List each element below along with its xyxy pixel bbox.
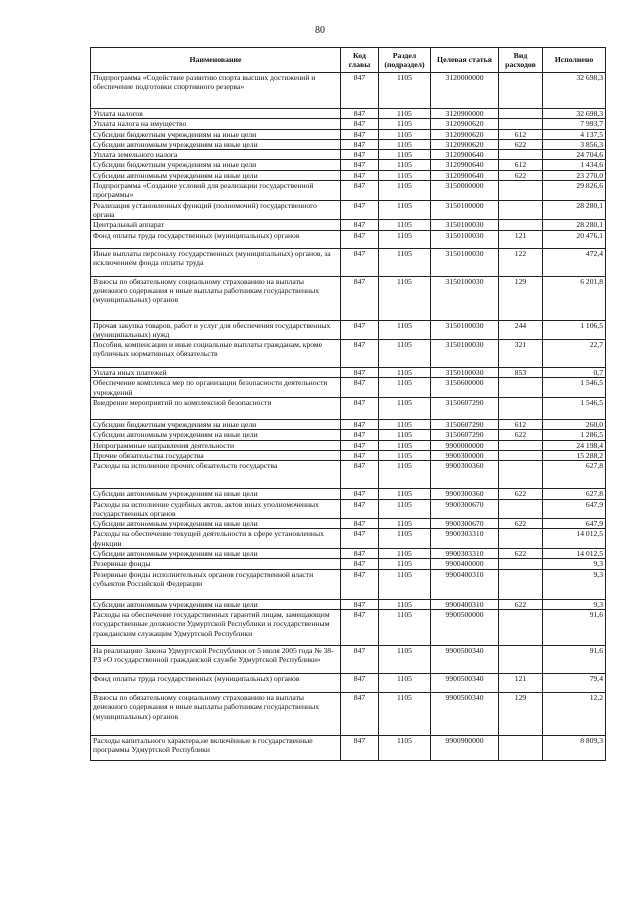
row-name: Реализация установленных функций (полномочий) государственного органа [91,200,341,220]
row-name: Субсидии автономным учреждениям на иные цели [91,519,341,529]
table-row [91,609,606,645]
row-name: Центральный аппарат [91,220,341,230]
row-name: Субсидии автономным учреждениям на иные цели [91,549,341,559]
row-expense-type: 612 [499,129,543,139]
row-expense-type [499,529,543,549]
table-row [91,129,606,139]
row-amount: 8 809,3 [543,735,606,760]
row-section: 1105 [379,673,431,692]
row-amount: 9,3 [543,599,606,609]
table-row [91,645,606,673]
row-name: Взносы по обязательному социальному страхованию на выплаты денежного содержания и иные выплаты работникам государственных (муниципальных) органов [91,276,341,320]
row-article: 9900400310 [431,569,499,599]
row-name: Подпрограмма «Создание условий для реализации государственной программы» [91,181,341,201]
row-name: Расходы на исполнение судебных актов, актов иных уполномоченных государственных органов [91,499,341,519]
table-row [91,378,606,398]
table-row [91,489,606,499]
row-article: 3120900620 [431,119,499,129]
row-article: 3150607290 [431,430,499,440]
header-amount: Исполнено [543,48,606,73]
table-row [91,735,606,760]
row-code: 847 [341,569,379,599]
row-expense-type: 612 [499,160,543,170]
table-row [91,599,606,609]
row-code: 847 [341,440,379,450]
table-row [91,450,606,460]
row-article: 3120900620 [431,139,499,149]
row-article: 3150100030 [431,230,499,248]
row-article: 3150100030 [431,320,499,340]
row-expense-type [499,499,543,519]
table-row [91,569,606,599]
row-expense-type [499,609,543,645]
row-amount: 23 270,0 [543,170,606,180]
row-article: 9900300360 [431,461,499,489]
row-code: 847 [341,200,379,220]
row-code: 847 [341,735,379,760]
row-amount: 32 698,3 [543,73,606,109]
row-name: Обеспечение комплекса мер по организации безопасности деятельности учреждений [91,378,341,398]
row-name: Субсидии бюджетным учреждениям на иные цели [91,160,341,170]
row-expense-type [499,200,543,220]
row-article: 3150100030 [431,368,499,378]
header-section: Раздел (подраздел) [379,48,431,73]
row-amount: 91,6 [543,609,606,645]
row-article: 9900300670 [431,499,499,519]
row-amount: 9,3 [543,559,606,569]
row-name: Подпрограмма «Содействие развитию спорта высших достижений и обеспечение подготовки спортивного резерва» [91,73,341,109]
row-section: 1105 [379,230,431,248]
row-name: Субсидии автономным учреждениям на иные цели [91,489,341,499]
row-expense-type [499,440,543,450]
table-row [91,529,606,549]
row-code: 847 [341,519,379,529]
row-expense-type: 244 [499,320,543,340]
row-expense-type: 321 [499,340,543,368]
row-amount: 28 280,1 [543,220,606,230]
row-section: 1105 [379,200,431,220]
row-section: 1105 [379,735,431,760]
row-name: Непрограммные направления деятельности [91,440,341,450]
row-amount: 14 012,5 [543,529,606,549]
table-row [91,170,606,180]
row-code: 847 [341,378,379,398]
row-expense-type: 121 [499,230,543,248]
row-code: 847 [341,599,379,609]
row-amount: 1 434,6 [543,160,606,170]
table-row [91,559,606,569]
row-code: 847 [341,692,379,735]
row-expense-type [499,109,543,119]
row-code: 847 [341,645,379,673]
row-section: 1105 [379,276,431,320]
row-section: 1105 [379,109,431,119]
row-code: 847 [341,340,379,368]
row-amount: 20 476,1 [543,230,606,248]
table-row [91,461,606,489]
table-row [91,139,606,149]
row-amount: 22,7 [543,340,606,368]
row-code: 847 [341,129,379,139]
row-name: Фонд оплаты труда государственных (муниципальных) органов [91,673,341,692]
row-section: 1105 [379,599,431,609]
row-article: 9900303310 [431,529,499,549]
row-amount: 627,8 [543,489,606,499]
row-code: 847 [341,181,379,201]
row-section: 1105 [379,150,431,160]
row-name: Иные выплаты персоналу государственных (муниципальных) органов, за исключением фонда оплаты труда [91,248,341,276]
row-section: 1105 [379,430,431,440]
row-section: 1105 [379,248,431,276]
row-code: 847 [341,139,379,149]
row-expense-type [499,378,543,398]
row-expense-type: 622 [499,519,543,529]
row-article: 9900500000 [431,609,499,645]
row-expense-type: 622 [499,489,543,499]
row-code: 847 [341,398,379,420]
row-expense-type [499,461,543,489]
row-name: Внедрение мероприятий по комплексной безопасности [91,398,341,420]
row-section: 1105 [379,340,431,368]
row-amount: 627,8 [543,461,606,489]
row-article: 9900400310 [431,599,499,609]
row-expense-type [499,150,543,160]
row-name: Фонд оплаты труда государственных (муниципальных) органов [91,230,341,248]
row-section: 1105 [379,220,431,230]
table-body [91,73,606,761]
header-article: Целевая статья [431,48,499,73]
table-row [91,73,606,109]
row-article: 9900303310 [431,549,499,559]
table-row [91,181,606,201]
row-amount: 9,3 [543,569,606,599]
row-code: 847 [341,73,379,109]
row-amount: 28 280,1 [543,200,606,220]
row-article: 3150100030 [431,248,499,276]
header-name: Наименование [91,48,341,73]
row-article: 3150000000 [431,181,499,201]
table-row [91,430,606,440]
row-amount: 0,7 [543,368,606,378]
row-code: 847 [341,368,379,378]
row-amount: 24 198,4 [543,440,606,450]
row-section: 1105 [379,73,431,109]
row-section: 1105 [379,170,431,180]
row-name: Субсидии автономным учреждениям на иные цели [91,599,341,609]
row-section: 1105 [379,529,431,549]
row-code: 847 [341,160,379,170]
row-code: 847 [341,489,379,499]
row-expense-type [499,119,543,129]
row-amount: 32 698,3 [543,109,606,119]
row-section: 1105 [379,181,431,201]
row-code: 847 [341,420,379,430]
row-section: 1105 [379,440,431,450]
row-section: 1105 [379,368,431,378]
row-expense-type [499,73,543,109]
row-amount: 6 201,8 [543,276,606,320]
row-article: 9900300670 [431,519,499,529]
row-expense-type [499,181,543,201]
row-article: 3150100030 [431,276,499,320]
row-expense-type: 622 [499,599,543,609]
row-expense-type [499,645,543,673]
row-expense-type: 129 [499,276,543,320]
table-row [91,368,606,378]
row-expense-type: 121 [499,673,543,692]
row-name: Прочая закупка товаров, работ и услуг для обеспечения государственных (муниципальных) нужд [91,320,341,340]
row-amount: 7 993,7 [543,119,606,129]
row-article: 9900500340 [431,645,499,673]
row-name: Субсидии автономным учреждениям на иные цели [91,139,341,149]
row-code: 847 [341,170,379,180]
row-expense-type: 122 [499,248,543,276]
row-name: Субсидии бюджетным учреждениям на иные цели [91,129,341,139]
table-row [91,276,606,320]
row-code: 847 [341,230,379,248]
row-section: 1105 [379,129,431,139]
row-section: 1105 [379,420,431,430]
row-amount: 24 704,6 [543,150,606,160]
row-code: 847 [341,609,379,645]
row-name: Субсидии бюджетным учреждениям на иные цели [91,420,341,430]
row-section: 1105 [379,160,431,170]
table-row [91,440,606,450]
table-row [91,398,606,420]
row-amount: 647,9 [543,519,606,529]
header-row [91,48,606,73]
row-code: 847 [341,450,379,460]
table-row [91,230,606,248]
row-expense-type: 622 [499,139,543,149]
row-code: 847 [341,320,379,340]
row-section: 1105 [379,398,431,420]
row-amount: 1 546,5 [543,398,606,420]
row-expense-type: 853 [499,368,543,378]
row-name: Расходы на исполнение прочих обязательств государства [91,461,341,489]
table-row [91,109,606,119]
row-name: Субсидии автономным учреждениям на иные цели [91,170,341,180]
row-name: Расходы на обеспечение государственных гарантий лицам, замещающим государственные должности Удмуртской Республики и государственным гражданским служащим Удмуртской Республики [91,609,341,645]
row-name: Уплата налога на имущество [91,119,341,129]
row-name: Прочие обязательства государства [91,450,341,460]
row-article: 3150100030 [431,340,499,368]
table-row [91,150,606,160]
row-section: 1105 [379,559,431,569]
row-article: 3150100030 [431,220,499,230]
row-name: Резервные фонды [91,559,341,569]
row-code: 847 [341,248,379,276]
row-section: 1105 [379,609,431,645]
row-section: 1105 [379,692,431,735]
row-amount: 1 546,5 [543,378,606,398]
row-amount: 647,9 [543,499,606,519]
row-code: 847 [341,430,379,440]
row-article: 9900000000 [431,440,499,450]
row-section: 1105 [379,549,431,559]
row-amount: 1 286,5 [543,430,606,440]
row-code: 847 [341,220,379,230]
row-name: Расходы капитального характера,не включённые в государственные программы Удмуртской Республики [91,735,341,760]
row-amount: 79,4 [543,673,606,692]
row-code: 847 [341,150,379,160]
table-row [91,320,606,340]
row-article: 3120900640 [431,170,499,180]
row-amount: 29 826,6 [543,181,606,201]
row-section: 1105 [379,139,431,149]
table-row [91,200,606,220]
row-expense-type [499,735,543,760]
row-article: 3150100000 [431,200,499,220]
row-expense-type: 129 [499,692,543,735]
row-amount: 14 012,5 [543,549,606,559]
table-row [91,248,606,276]
row-section: 1105 [379,119,431,129]
table-row [91,340,606,368]
row-section: 1105 [379,569,431,599]
row-article: 9900900000 [431,735,499,760]
row-article: 3120000000 [431,73,499,109]
row-section: 1105 [379,499,431,519]
header-expense-type: Вид расходов [499,48,543,73]
table-row [91,119,606,129]
row-article: 9900300000 [431,450,499,460]
row-article: 9900500340 [431,692,499,735]
row-name: Расходы на обеспечение текущей деятельности в сфере установленных функции [91,529,341,549]
row-expense-type: 622 [499,170,543,180]
row-expense-type [499,398,543,420]
table-row [91,519,606,529]
row-amount: 12,2 [543,692,606,735]
row-article: 3120900620 [431,129,499,139]
row-name: Уплата иных платежей [91,368,341,378]
row-amount: 260,0 [543,420,606,430]
row-expense-type: 612 [499,420,543,430]
row-article: 3150600000 [431,378,499,398]
row-amount: 15 288,2 [543,450,606,460]
row-code: 847 [341,109,379,119]
row-amount: 4 137,5 [543,129,606,139]
row-section: 1105 [379,461,431,489]
row-section: 1105 [379,378,431,398]
row-article: 3120900000 [431,109,499,119]
row-name: Взносы по обязательному социальному страхованию на выплаты денежного содержания и иные выплаты работникам государственных (муниципальных) органов [91,692,341,735]
row-article: 3150607290 [431,420,499,430]
row-expense-type [499,559,543,569]
table-row [91,692,606,735]
row-expense-type [499,569,543,599]
row-code: 847 [341,529,379,549]
row-section: 1105 [379,450,431,460]
row-code: 847 [341,499,379,519]
row-article: 3120900640 [431,160,499,170]
row-article: 9900300360 [431,489,499,499]
table-row [91,420,606,430]
row-name: Уплата налогов [91,109,341,119]
row-section: 1105 [379,489,431,499]
row-article: 9900400000 [431,559,499,569]
row-article: 9900500340 [431,673,499,692]
table-row [91,549,606,559]
row-expense-type [499,450,543,460]
header-code: Код главы [341,48,379,73]
table-row [91,160,606,170]
row-expense-type: 622 [499,549,543,559]
row-code: 847 [341,549,379,559]
table-row [91,499,606,519]
table-header [91,48,606,73]
row-expense-type [499,220,543,230]
row-amount: 91,6 [543,645,606,673]
row-section: 1105 [379,320,431,340]
row-amount: 1 106,5 [543,320,606,340]
row-name: Субсидии автономным учреждениям на иные цели [91,430,341,440]
table-row [91,220,606,230]
row-code: 847 [341,673,379,692]
row-name: Уплата земельного налога [91,150,341,160]
budget-table [90,47,606,761]
row-amount: 472,4 [543,248,606,276]
table-row [91,673,606,692]
row-section: 1105 [379,519,431,529]
row-code: 847 [341,276,379,320]
page-number: 80 [315,25,325,36]
row-name: Пособия, компенсации и иные социальные выплаты гражданам, кроме публичных нормативных обязательств [91,340,341,368]
row-name: На реализацию Закона Удмуртской Республики от 5 июля 2005 года № 38-РЗ «О государственной гражданской службе Удмуртской Республики» [91,645,341,673]
row-section: 1105 [379,645,431,673]
row-name: Резервные фонды исполнительных органов государственной власти субъектов Российской Федерации [91,569,341,599]
row-expense-type: 622 [499,430,543,440]
row-article: 3150607290 [431,398,499,420]
row-code: 847 [341,119,379,129]
row-code: 847 [341,559,379,569]
row-amount: 3 856,3 [543,139,606,149]
row-article: 3120900640 [431,150,499,160]
row-code: 847 [341,461,379,489]
